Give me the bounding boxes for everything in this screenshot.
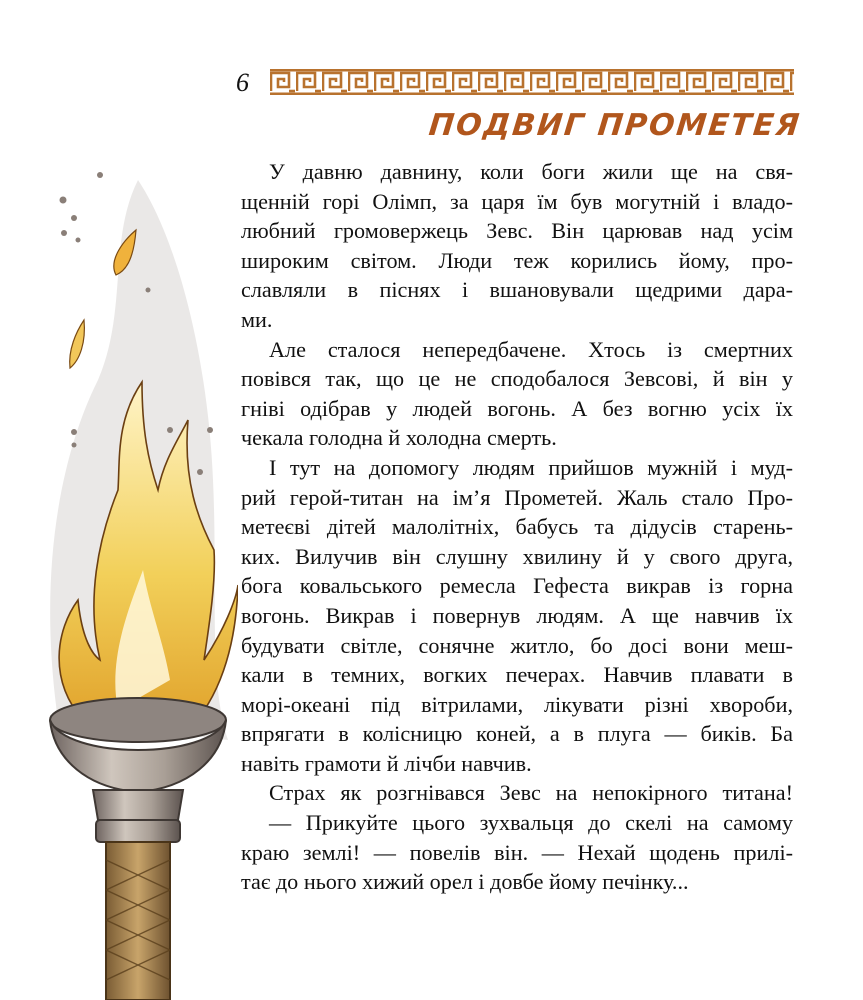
- text-line: І тут на допомогу людям прийшов мужній і муд-: [269, 454, 793, 480]
- text-line: У давню давнину, коли боги жили ще на свя-: [269, 159, 793, 184]
- text-line: морі-океані під вітрилами, лікувати різні хвороби,: [241, 691, 793, 717]
- text-line: ми.: [241, 306, 273, 332]
- text-line: любний громовержець Зевс. Він царював над усім: [241, 218, 793, 244]
- text-line: — Прикуйте цього зухвальця до скелі на самому: [269, 810, 793, 836]
- text-line: кали в темних, вогких печерах. Навчив плавати в: [241, 662, 793, 688]
- page-title: ПОДВИГ ПРОМЕТЕЯ: [427, 108, 803, 143]
- text-line: тає до нього хижий орел і довбе йому печінку...: [241, 869, 689, 895]
- story-text: [241, 157, 793, 897]
- text-line: щенній горі Олімп, за царя їм був могутній і владо-: [241, 188, 793, 214]
- text-line: Страх як розгнівався Зевс на непокірного титана!: [269, 780, 793, 806]
- text-line: будувати світле, сонячне житло, бо досі вони меш-: [241, 632, 793, 658]
- text-line: вогонь. Викрав і повернув людям. А ще навчив їх: [241, 602, 793, 628]
- text-line: метеєві дітей малолітніх, бабусь та дідусів старень-: [241, 514, 793, 540]
- text-line: гніві одібрав у людей вогонь. А без вогню усіх їх: [241, 395, 793, 421]
- burning-torch: [38, 160, 238, 1000]
- text-line: чекала голодна й холодна смерть.: [241, 425, 557, 451]
- text-line: широким світом. Люди теж корились йому, про-: [241, 247, 793, 273]
- text-line: славляли в піснях і вшановували щедрими дара-: [241, 277, 793, 303]
- text-line: краю землі! — повелів він. — Нехай щодень прилі-: [241, 839, 793, 865]
- text-line: Але сталося непередбачене. Хтось із смертних: [269, 336, 793, 362]
- text-line: впрягати в колісницю коней, а в плуга — биків. Ба: [241, 721, 793, 747]
- text-line: повівся так, що це не сподобалося Зевсові, й він у: [241, 366, 793, 392]
- greek-key-border: [270, 69, 794, 95]
- page-number: 6: [236, 68, 249, 97]
- text-line: бога ковальського ремесла Гефеста викрав із горна: [241, 573, 793, 599]
- text-line: ких. Вилучив він слушну хвилину й у свого друга,: [241, 543, 793, 569]
- text-line: рий герой-титан на ім’я Прометей. Жаль стало Про-: [241, 484, 793, 510]
- text-line: навіть грамоти й лічби навчив.: [241, 750, 532, 776]
